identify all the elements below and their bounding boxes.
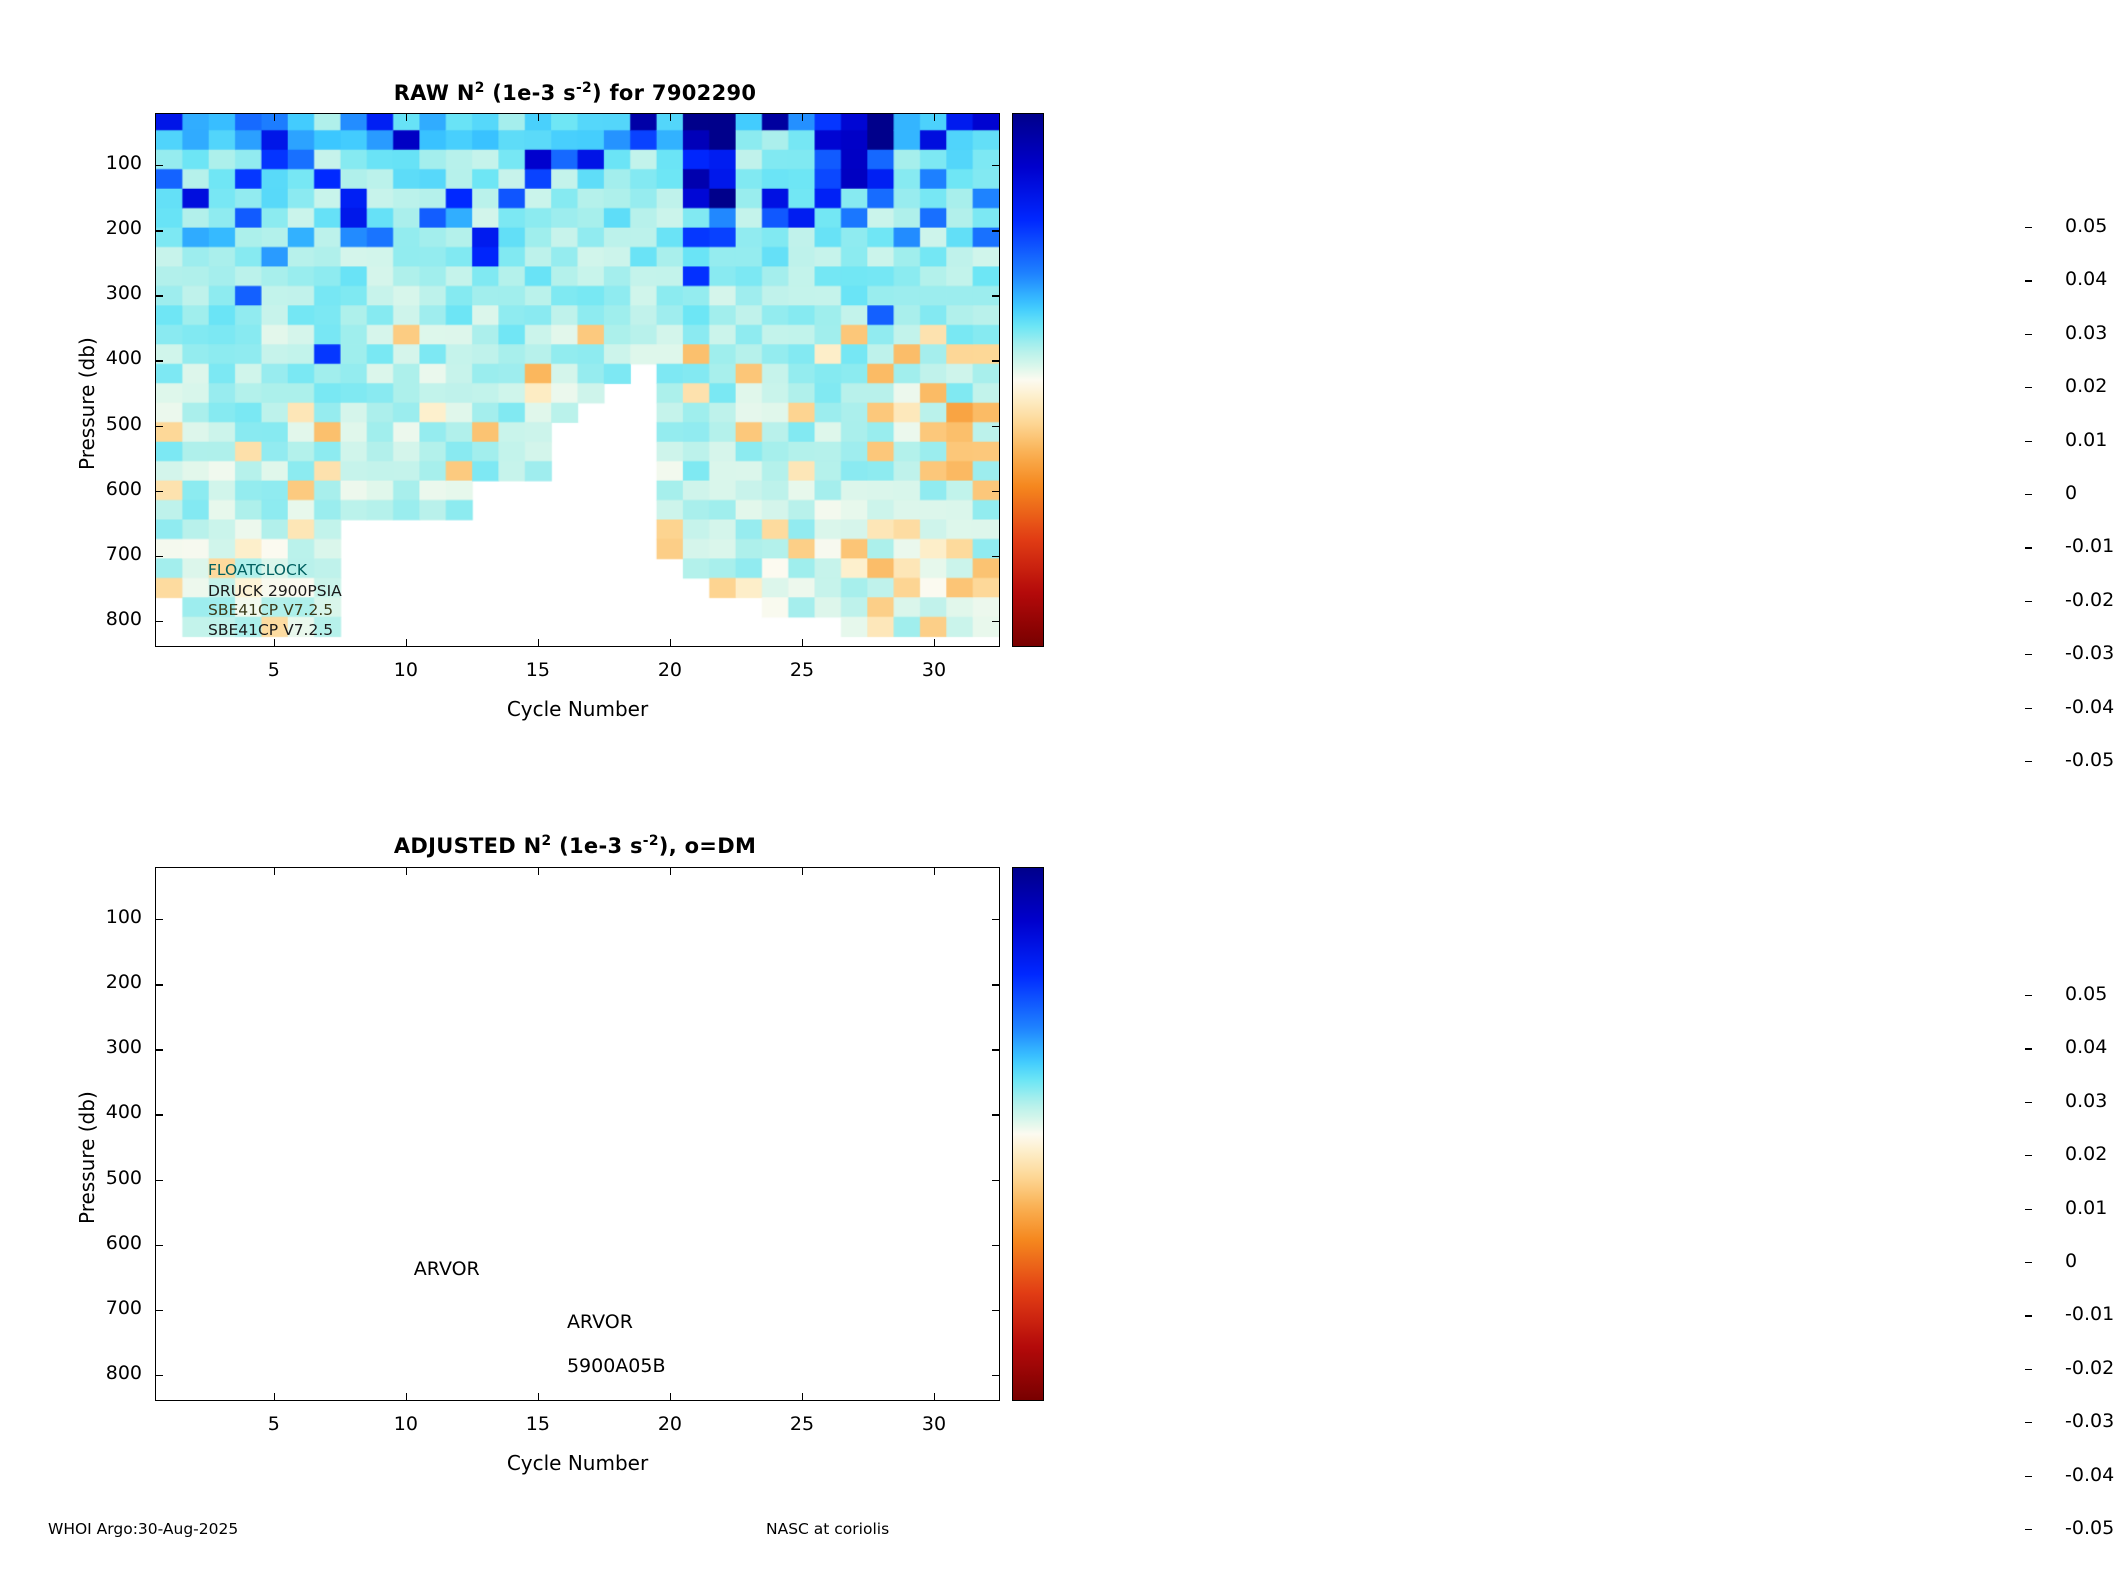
colorbar-tick-mark <box>2025 387 2032 388</box>
y-tick-mark-right <box>992 1180 1000 1181</box>
raw-panel-title <box>150 80 1000 105</box>
raw-title-sup1: 2 <box>474 80 485 96</box>
colorbar-tick-mark <box>2025 1476 2032 1477</box>
colorbar-tick-mark <box>2025 1048 2032 1049</box>
x-tick-mark-top <box>538 867 539 875</box>
raw-annotation-3: SBE41CP V7.2.5 <box>208 621 334 639</box>
y-tick-mark <box>155 360 163 361</box>
colorbar-tick-label: 0.04 <box>2065 1036 2108 1059</box>
y-tick-mark-right <box>992 984 1000 985</box>
y-tick-mark <box>155 165 163 166</box>
y-tick-label: 600 <box>105 477 142 500</box>
colorbar-tick-mark <box>2025 334 2032 335</box>
y-tick-mark-right <box>992 230 1000 231</box>
adjusted-xlabel: Cycle Number <box>506 1451 649 1475</box>
y-tick-mark-right <box>992 1049 1000 1050</box>
colorbar-tick-label: 0.01 <box>2065 428 2108 451</box>
y-tick-mark <box>155 919 163 920</box>
y-tick-mark-right <box>992 1310 1000 1311</box>
colorbar-tick-mark <box>2025 1529 2032 1530</box>
colorbar-tick-label: -0.02 <box>2065 1356 2114 1379</box>
x-tick-mark <box>670 639 671 647</box>
footer-right-text: NASC at coriolis <box>766 1520 890 1538</box>
adjusted-annotation-1: ARVOR <box>566 1311 633 1334</box>
colorbar-tick-mark <box>2025 1369 2032 1370</box>
y-tick-mark <box>155 556 163 557</box>
y-tick-mark-right <box>992 491 1000 492</box>
x-tick-label: 15 <box>525 1413 550 1435</box>
colorbar-tick-label: 0.02 <box>2065 1143 2108 1166</box>
colorbar-tick-mark <box>2025 280 2032 281</box>
x-tick-mark <box>406 639 407 647</box>
adjusted-colorbar-gradient <box>1013 868 1043 1400</box>
colorbar-tick-mark <box>2025 1102 2032 1103</box>
y-tick-mark-right <box>992 360 1000 361</box>
y-tick-mark-right <box>992 426 1000 427</box>
y-tick-mark-right <box>992 919 1000 920</box>
x-tick-mark-top <box>406 113 407 121</box>
x-tick-mark <box>538 639 539 647</box>
colorbar-tick-mark <box>2025 1262 2032 1263</box>
raw-xlabel: Cycle Number <box>506 697 649 721</box>
x-tick-mark <box>274 639 275 647</box>
adj-title-mid: (1e-3 s <box>551 834 643 858</box>
adj-title-suffix: ), o=DM <box>658 834 757 858</box>
x-tick-mark-top <box>538 113 539 121</box>
raw-title-sup2: -2 <box>575 80 592 96</box>
colorbar-tick-label: 0 <box>2065 1250 2078 1272</box>
y-tick-label: 200 <box>105 217 142 240</box>
colorbar-tick-mark <box>2025 654 2032 655</box>
x-tick-mark-top <box>802 113 803 121</box>
colorbar-tick-label: -0.04 <box>2065 695 2114 718</box>
colorbar-tick-mark <box>2025 227 2032 228</box>
y-tick-label: 700 <box>105 1296 142 1319</box>
x-tick-mark <box>670 1393 671 1401</box>
colorbar-tick-mark <box>2025 708 2032 709</box>
x-tick-mark-top <box>934 113 935 121</box>
x-tick-label: 15 <box>525 659 550 681</box>
colorbar-tick-mark <box>2025 761 2032 762</box>
x-tick-mark <box>274 1393 275 1401</box>
x-tick-mark-top <box>406 867 407 875</box>
y-tick-mark-right <box>992 1114 1000 1115</box>
raw-annotation-2: SBE41CP V7.2.5 <box>208 601 334 619</box>
y-tick-label: 100 <box>105 152 142 175</box>
y-tick-mark <box>155 1375 163 1376</box>
raw-title-suffix: ) for 7902290 <box>591 81 757 105</box>
x-tick-label: 25 <box>789 1413 815 1435</box>
adjusted-ylabel: Pressure (db) <box>75 1091 99 1224</box>
colorbar-tick-label: -0.02 <box>2065 588 2114 611</box>
colorbar-tick-mark <box>2025 601 2032 602</box>
raw-colorbar <box>1012 113 2114 771</box>
y-tick-label: 300 <box>105 282 142 305</box>
x-tick-label: 20 <box>657 659 683 681</box>
y-tick-mark <box>155 1310 163 1311</box>
raw-annotation-0: FLOATCLOCK <box>208 561 307 579</box>
x-tick-label: 10 <box>393 1413 418 1435</box>
colorbar-tick-mark <box>2025 1315 2032 1316</box>
y-tick-label: 100 <box>105 906 142 929</box>
colorbar-tick-label: -0.05 <box>2065 1517 2114 1539</box>
x-tick-mark <box>538 1393 539 1401</box>
colorbar-tick-mark <box>2025 441 2032 442</box>
x-tick-mark <box>802 1393 803 1401</box>
colorbar-tick-label: -0.01 <box>2065 535 2114 558</box>
raw-colorbar-gradient <box>1013 114 1043 646</box>
adj-title-sup2: -2 <box>642 833 659 849</box>
colorbar-tick-mark <box>2025 995 2032 996</box>
y-tick-mark <box>155 426 163 427</box>
adj-title-prefix: ADJUSTED N <box>393 834 542 858</box>
x-tick-mark <box>802 639 803 647</box>
y-tick-label: 800 <box>105 1361 142 1384</box>
colorbar-tick-label: -0.01 <box>2065 1303 2114 1326</box>
y-tick-label: 600 <box>105 1231 142 1254</box>
raw-title-mid: (1e-3 s <box>484 81 576 105</box>
y-tick-mark <box>155 491 163 492</box>
colorbar-tick-label: -0.05 <box>2065 749 2114 771</box>
raw-title-prefix: RAW N <box>393 81 475 105</box>
x-tick-mark <box>934 639 935 647</box>
y-tick-mark <box>155 1049 163 1050</box>
x-tick-label: 5 <box>267 659 280 681</box>
adjusted-annotation-2: 5900A05B <box>566 1355 666 1378</box>
x-tick-mark-top <box>670 867 671 875</box>
adj-title-sup1: 2 <box>541 833 552 849</box>
adjusted-colorbar <box>1012 867 2114 1539</box>
x-tick-label: 5 <box>267 1413 280 1435</box>
x-tick-mark <box>934 1393 935 1401</box>
panel-raw-n2 <box>0 0 2114 771</box>
x-tick-label: 30 <box>921 1413 947 1435</box>
y-tick-label: 300 <box>105 1036 142 1059</box>
adjusted-panel-title <box>150 833 1000 858</box>
y-tick-mark <box>155 1245 163 1246</box>
x-tick-mark-top <box>274 867 275 875</box>
adjusted-annotation-0: ARVOR <box>413 1257 480 1280</box>
x-tick-mark-top <box>670 113 671 121</box>
y-tick-mark <box>155 1114 163 1115</box>
colorbar-tick-mark <box>2025 1209 2032 1210</box>
y-tick-label: 500 <box>105 1166 142 1189</box>
y-tick-mark <box>155 984 163 985</box>
colorbar-tick-mark <box>2025 494 2032 495</box>
y-tick-mark-right <box>992 556 1000 557</box>
colorbar-tick-mark <box>2025 1155 2032 1156</box>
footer-left-text: WHOI Argo:30-Aug-2025 <box>48 1520 239 1538</box>
y-tick-mark-right <box>992 165 1000 166</box>
x-tick-label: 10 <box>393 659 418 681</box>
x-tick-label: 25 <box>789 659 815 681</box>
colorbar-tick-label: 0.05 <box>2065 983 2108 1005</box>
y-tick-mark <box>155 621 163 622</box>
y-tick-mark-right <box>992 1245 1000 1246</box>
y-tick-label: 800 <box>105 607 142 630</box>
x-tick-mark-top <box>274 113 275 121</box>
y-tick-mark <box>155 1180 163 1181</box>
y-tick-mark-right <box>992 621 1000 622</box>
raw-ylabel: Pressure (db) <box>75 337 99 470</box>
y-tick-mark-right <box>992 295 1000 296</box>
x-tick-mark <box>406 1393 407 1401</box>
x-tick-label: 20 <box>657 1413 683 1435</box>
x-tick-mark-top <box>934 867 935 875</box>
x-tick-mark-top <box>802 867 803 875</box>
colorbar-tick-label: 0.03 <box>2065 321 2108 344</box>
colorbar-tick-label: 0.03 <box>2065 1089 2108 1112</box>
colorbar-tick-label: 0.05 <box>2065 215 2108 237</box>
y-tick-mark <box>155 295 163 296</box>
y-tick-label: 400 <box>105 1101 142 1124</box>
y-tick-mark-right <box>992 1375 1000 1376</box>
colorbar-tick-mark <box>2025 1422 2032 1423</box>
y-tick-mark <box>155 230 163 231</box>
colorbar-tick-label: -0.04 <box>2065 1463 2114 1486</box>
y-tick-label: 200 <box>105 971 142 994</box>
colorbar-tick-label: -0.03 <box>2065 642 2114 665</box>
y-tick-label: 500 <box>105 412 142 435</box>
colorbar-tick-label: 0 <box>2065 482 2078 504</box>
x-tick-label: 30 <box>921 659 947 681</box>
raw-annotation-1: DRUCK 2900PSIA <box>208 582 342 600</box>
colorbar-tick-label: 0.01 <box>2065 1196 2108 1219</box>
y-tick-label: 700 <box>105 542 142 565</box>
colorbar-tick-label: -0.03 <box>2065 1410 2114 1433</box>
colorbar-tick-label: 0.02 <box>2065 375 2108 398</box>
y-tick-label: 400 <box>105 347 142 370</box>
colorbar-tick-mark <box>2025 547 2032 548</box>
colorbar-tick-label: 0.04 <box>2065 268 2108 291</box>
